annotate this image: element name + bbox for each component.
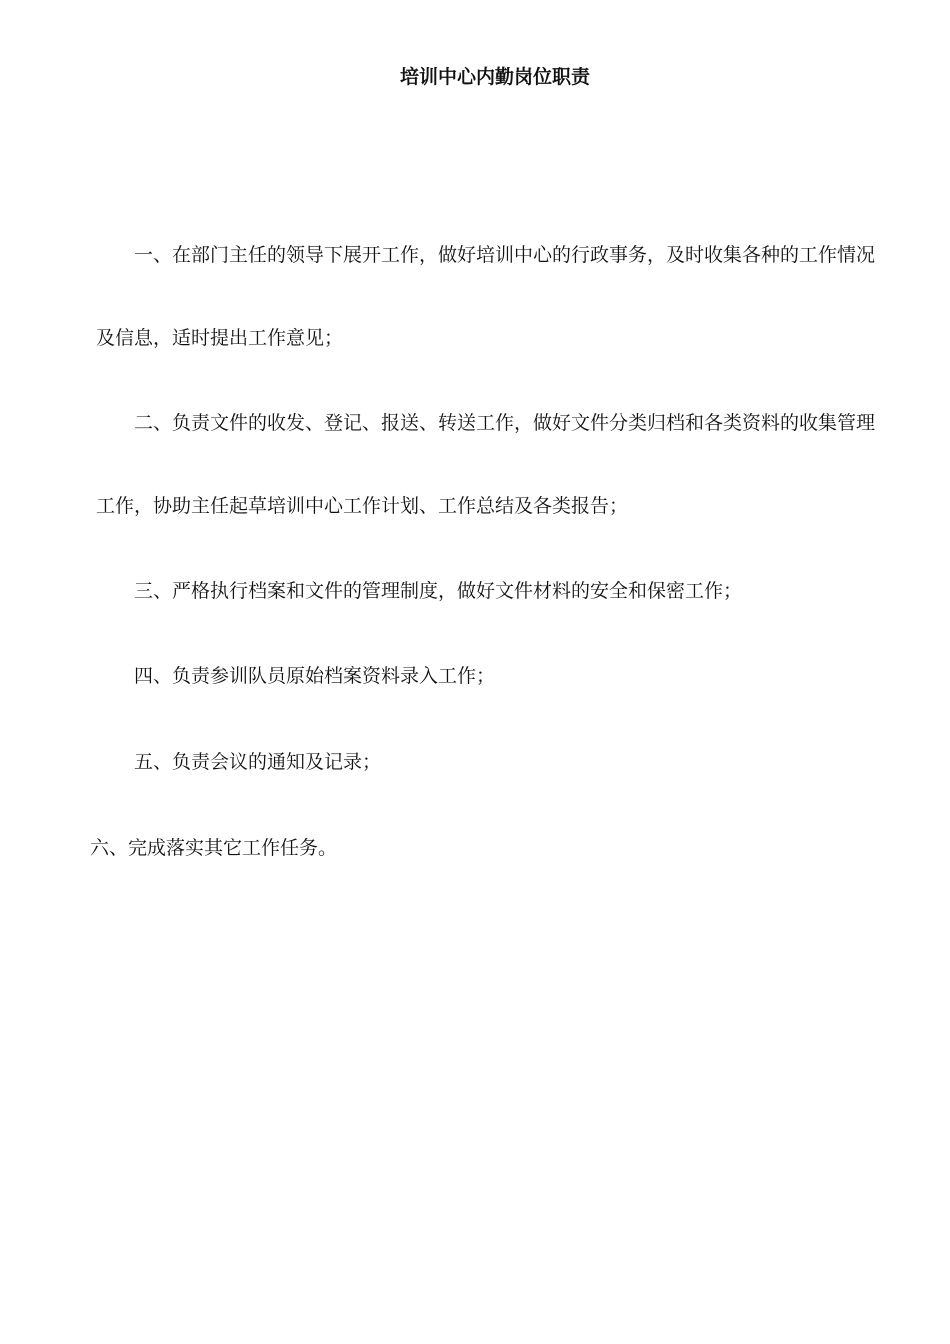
duty-item-1-line-2: 及信息，适时提出工作意见； <box>96 327 344 349</box>
duty-item-5: 五、负责会议的通知及记录； <box>134 751 382 773</box>
duty-item-3: 三、严格执行档案和文件的管理制度，做好文件材料的安全和保密工作； <box>134 580 743 602</box>
duty-item-2-line-1: 二、负责文件的收发、登记、报送、转送工作，做好文件分类归档和各类资料的收集管理 <box>134 412 876 434</box>
duty-item-4: 四、负责参训队员原始档案资料录入工作； <box>134 665 496 687</box>
document-title: 培训中心内勤岗位职责 <box>399 66 590 88</box>
duty-item-1-line-1: 一、在部门主任的领导下展开工作，做好培训中心的行政事务，及时收集各种的工作情况 <box>134 244 876 266</box>
duty-item-6: 六、完成落实其它工作任务。 <box>90 837 338 859</box>
duty-item-2-line-2: 工作，协助主任起草培训中心工作计划、工作总结及各类报告； <box>96 495 629 517</box>
